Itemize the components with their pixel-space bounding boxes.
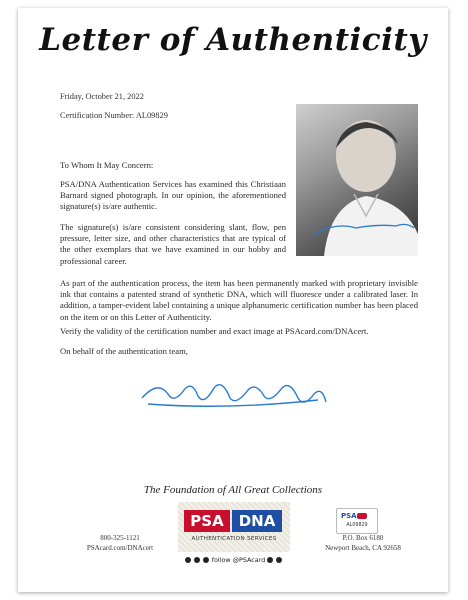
letter-date: Friday, October 21, 2022 <box>60 92 144 101</box>
footer-address <box>318 533 408 553</box>
authenticator-signature <box>138 376 328 416</box>
certification-number: Certification Number: AL09829 <box>60 111 168 120</box>
footer-city: Newport Beach, CA 92658 <box>325 544 401 552</box>
letter-page <box>18 8 448 592</box>
logo-psa: PSA <box>184 510 230 532</box>
instagram-icon <box>203 557 209 563</box>
paragraph-examined: PSA/DNA Authentication Services has examined this Christiaan Barnard signed photograph. In our opinion, the aforementioned signature(s) is/are authentic. <box>60 179 286 212</box>
label-cert-number: AL09829 <box>346 523 368 528</box>
social-handle: follow @PSAcard <box>211 556 266 564</box>
link-icon <box>276 557 282 563</box>
label-brand: PSA <box>341 512 357 520</box>
twitter-icon <box>194 557 200 563</box>
footer-contact <box>80 533 160 553</box>
youtube-icon <box>267 557 273 563</box>
facebook-icon <box>185 557 191 563</box>
logo-dna: DNA <box>232 510 282 532</box>
social-row <box>178 556 290 564</box>
paragraph-verify: Verify the validity of the certification number and exact image at PSAcard.com/DNAcert. <box>60 326 369 336</box>
label-hologram <box>357 513 367 519</box>
footer-phone: 800-325-1121 <box>100 534 140 542</box>
letter-title: Letter of Authenticity <box>39 22 427 58</box>
salutation: To Whom It May Concern: <box>60 160 154 170</box>
certification-label <box>336 508 378 534</box>
tagline: The Foundation of All Great Collections <box>143 484 323 496</box>
footer-po-box: P.O. Box 6180 <box>342 534 384 542</box>
psa-dna-logo <box>178 502 290 552</box>
paragraph-consistency: The signature(s) is/are consistent considering slant, flow, pen pressure, letter size, and other characteristics that are typical of the other exemplars that we have examined in our hobby and professional career. <box>60 222 286 266</box>
paragraph-closing: On behalf of the authentication team, <box>60 346 188 356</box>
paragraph-process: As part of the authentication process, the item has been permanently marked with proprietary invisible ink that contains a patented strand of synthetic DNA, which will fluoresce under a calibrated laser. In addition, a tamper-evident label containing a unique alphanumeric certification number has been placed on the item or on this Letter of Authenticity. <box>60 278 418 322</box>
signed-photograph <box>296 104 418 256</box>
footer-website: PSAcard.com/DNAcert <box>86 544 154 552</box>
logo-subtitle: AUTHENTICATION SERVICES <box>191 536 277 542</box>
portrait-image <box>296 104 418 256</box>
